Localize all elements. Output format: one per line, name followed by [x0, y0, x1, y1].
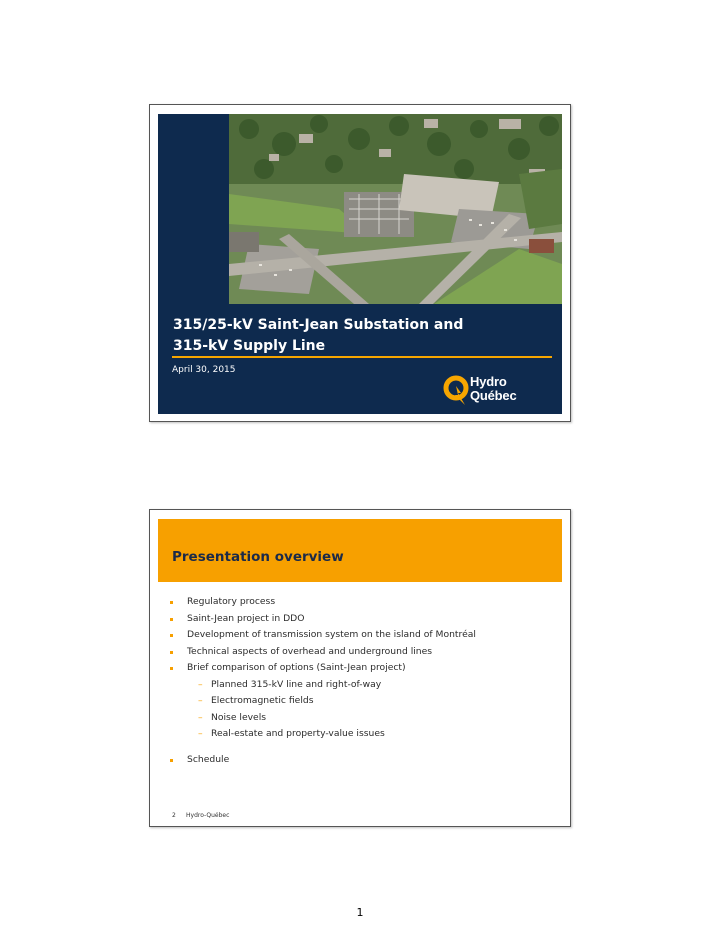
aerial-substation-photo: [229, 114, 562, 304]
bullet-text: Development of transmission system on the island of Montréal: [187, 629, 476, 640]
bullet-text: Brief comparison of options (Saint-Jean project): [187, 662, 406, 673]
bullet-text: Planned 315-kV line and right-of-way: [211, 678, 382, 690]
bullet-text: Real-estate and property-value issues: [211, 728, 385, 739]
dash-marker: –: [198, 678, 203, 690]
bullet-item: [164, 644, 560, 661]
dash-marker: –: [198, 695, 203, 706]
sub-bullet-item: [164, 726, 560, 743]
bullet-item: [164, 611, 560, 628]
slide-title-line-1: 315/25-kV Saint-Jean Substation and: [173, 317, 464, 333]
sub-bullet-item: [164, 693, 560, 710]
page-number: 1: [356, 906, 364, 919]
dash-marker: –: [198, 728, 203, 739]
logo-word-quebec: Québec: [470, 388, 517, 403]
presentation-date: April 30, 2015: [172, 365, 236, 375]
bullet-item: [164, 594, 560, 611]
bullet-item: [164, 660, 560, 677]
slide-title-line-2: 315-kV Supply Line: [173, 338, 326, 354]
slide-number: 2: [172, 812, 176, 819]
bullet-text: Saint-Jean project in DDO: [187, 612, 305, 624]
bullet-item: [164, 627, 560, 644]
dash-marker: –: [198, 711, 203, 723]
bullet-text: Regulatory process: [187, 596, 276, 607]
bullet-text: Noise levels: [211, 711, 267, 723]
logo-wordmark: [470, 375, 516, 403]
sub-bullet-item: [164, 677, 560, 694]
hydro-quebec-logo: [443, 372, 548, 410]
list-spacer: [164, 743, 560, 752]
overview-slide: [149, 509, 571, 827]
title-slide: [149, 104, 571, 422]
title-slide-background: [158, 114, 562, 414]
slide-footer: [172, 812, 229, 819]
slide-title: [173, 315, 543, 357]
overview-list: [164, 594, 560, 768]
hydro-quebec-q-icon: [443, 374, 473, 408]
footer-organization: Hydro-Québec: [186, 812, 230, 819]
aerial-photo-graphic: [229, 114, 562, 304]
title-divider: [172, 356, 552, 358]
bullet-text: Electromagnetic fields: [211, 695, 314, 706]
sub-bullet-item: [164, 710, 560, 727]
overview-header: [158, 519, 562, 582]
bullet-text: Schedule: [187, 753, 230, 765]
bullet-text: Technical aspects of overhead and underground lines: [187, 645, 433, 657]
bullet-item: [164, 752, 560, 769]
overview-title: Presentation overview: [172, 549, 344, 565]
logo-word-hydro: Hydro: [470, 374, 507, 389]
